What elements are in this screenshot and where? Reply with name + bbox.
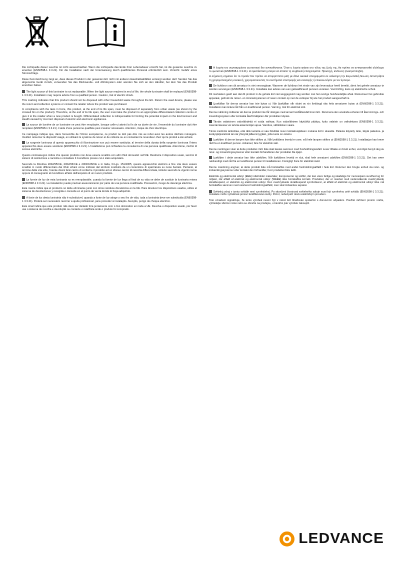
paragraph: La sorgente luminosa di questo apparecchio di illuminazione non può essere sostituita; al termine della durata della sorgente luminosa l'intero apparecchio deve essere sostituito (EN60598-1 3.3.21). L'installazione può richiedere la consulenza di una persona qualificata. Attenzione, rischio di scosse elettriche. — [22, 141, 197, 152]
paragraph: Denne mærkning angiver, at dette produkt ikke må bortskaffes med andet husholdningsaffald i hele EU. Returner den brugte enhed via retur- og indsamlingssystemer eller kontakt den forhandler, hvor produktet blev købt. — [209, 165, 384, 172]
paragraph: Dit merkteken geeft aan dat dit product in de gehele EU niet weggegooid mag worden met het overige huishoudelijke afval. Retourneer het gebruikte apparaat, gebruik de retour- en inzamelsystemen of neem contact op met de verkoper bij wie het product aangeschaft is. — [209, 93, 384, 100]
paragraph: De lichtbron van dit armatuur is niet vervangbaar. Wanneer de lichtbron het einde van zijn levensduur heeft bereikt, dient het gehele armatuur te worden vervangen (EN60598-1 3.3.21). Installatie kan advies van een gekwalificeerd persoon vereisen. Voorzichtig, kans op elektrische schok. — [209, 84, 384, 91]
column-left — [22, 66, 197, 561]
paragraph: Denne merkingen viser at dette produktet i EU ikke skal kastes sammen med husholdningsavfall. Lever tilbake en brukt enhet, vennligst benytt deg av retur- og innsamlingssystemer eller kontakt forhandleren der produktet ble kjøpt. — [209, 147, 384, 154]
paragraph: Diese Kennzeichnung zeigt an, dass dieses Produkt in der gesamten EU nicht mit anderen Haushaltsabfällen entsorgt werden darf. Senden Sie das abgenutzte Gerät zurück, verwenden Sie das Rückwende- und Abholsystem oder wenden Sie sich an den Händler, bei dem Sie das Produkt erworben haben. — [22, 78, 197, 88]
logo-text: LEDVANCE — [298, 530, 384, 547]
column-right — [209, 66, 384, 561]
paragraph: This marking indicates that this product should not be disposed with other household waste throughout the EU. Return the used device, please use the return and collection systems or contact the retailer where the product was purchased. — [22, 99, 197, 106]
paragraph: A fonte de luz desta luminária não é substituível, quando a fonte de luz atinge o seu fim de vida, toda a luminária deve ser substituída (EN60598-1 3.3.21). Poderá ser necessário recorrer a ajuda profissional, para proceder à instalação. Atenção, perigo de choque eléctrico. — [22, 196, 197, 203]
no-disposal-bin-icon — [22, 14, 52, 55]
paragraph: La source de lumière de ce luminaire ne peut être remplacée, lorsque celle-ci atteint la fin de sa durée de vie, l'ensemble du luminaire doit être remplacé (EN60598-1 3.3.21). L'aide d'une personne qualifiée peut s'avérer nécessaire. Attention, risque de choc électrique. — [22, 123, 197, 130]
paragraph: Lyskilden til denne lampen kan ikke skiftes ut. Når lyskildens levetid er over, må hele lampen skiftes ut (EN60598-1 3.3.21). Installasjon kan kreve råd fra en kvalifisert person. Advarsel, fare for elektrisk støt. — [209, 138, 384, 146]
en-marker-icon — [22, 90, 25, 93]
paragraph: Denna märkning indikerar att denna produkt inte får slängas med annat hushållsavfall inom EU. Returnera den använda enheten till återvinnings- och insamlingssystem eller kontakta återförsäljaren där produkten köptes. — [209, 111, 384, 118]
el-marker-icon — [209, 66, 212, 69]
paragraph: The light source of this luminaire is not replaceable. When the light source reaches its end of life, the whole luminaire shall be replaced (EN60598-1 3.3.21). Installation may require advice from a qualified person. Caution, risk of electric shock. — [22, 90, 197, 97]
paragraph: Světelný zdroj v tomto svítidle není vyměnitelný. Po skončení životnosti světelného zdroje musí být vyměněno celé svítidlo (EN60598-1 3.3.21). Instalace může vyžadovat pomoc kvalifikované osoby. Pozor, nebezpečí úrazu elektrickým proudem. — [209, 190, 384, 197]
paragraph: Ce marquage indique que, dans l'ensemble de l'Union européenne, ce produit ne doit pas être mis au rebut avec les autres déchets ménagers. Veuillez retourner le dispositif usagé, en utilisant le système de retour et de collecte ou en contactant le revendeur chez qui le produit a été acheté. — [22, 132, 197, 139]
paragraph: Tämän valaisimen valonlähdettä ei voida vaihtaa. Kun valonlähteen käyttöikä päättyy, koko valaisin on vaihdettava (EN60598-1 3.3.21). Asentamisessa voi tarvita asiantuntijan apua. Varoitus, sähköiskun vaara. — [209, 120, 384, 127]
paragraph: In compliance with the laws in force, this product, at the end of its life span, must be disposed of separately from urban waste (as shown by the crossed bin on the product). Therefore, at the end of its life span, the user must take the product to an appropriate differentiated collection centre or give it to the retailer when a new product is bought. Differentiated collection is indispensable for limiting the potential impact on the Environment and Health caused by incorrect disposal of electric and electronic appliances. — [22, 108, 197, 121]
multilingual-text-columns — [22, 66, 384, 561]
paragraph: Ljuskällan för denna armatur kan inte bytas ut. När ljuskällan når slutet av sin livslängd ska hela armaturen bytas ut (EN60598-1 3.3.21). Installation kan kräva råd från en kvalificerad person. Varning, risk för elektrisk stöt. — [209, 102, 384, 109]
ledvance-mark-icon — [279, 531, 295, 547]
it-marker-icon — [22, 141, 25, 144]
paragraph: Esta marca indica que el producto no debe eliminarse junto con otros residuos domésticos en la UE. Para devolver los dispositivos usados, utilice el sistema de devoluciones y recogida o consulte en el punto de venta donde lo haya adquirido. — [22, 187, 197, 194]
nl-marker-icon — [209, 84, 212, 87]
paragraph: Η σήμανση σημαίνει ότι το προϊόν δεν πρέπει να απορρίπτεται μαζί με άλλα οικιακά απορρίμματα σε ολόκληρη την Ευρωπαϊκή Ένωση. Επιστρέψτε τη χρησιμοποιημένη συσκευή, χρησιμοποιώντας τα συστήματα επιστροφής και συλλογής ή επικοινωνήστε με τον έμπορο. — [209, 75, 384, 82]
no-marker-icon — [209, 138, 212, 141]
paragraph: Tämä merkintä tarkoittaa, että tätä tuotetta ei saa hävittää muun kotitalousjätteen mukana EU:n alueella. Palauta käytetty laite, käytä palautus- ja keräysjärjestelmiä tai ota yhteyttä jälleenmyyjään, jolta tuote on ostettu. — [209, 129, 384, 136]
paragraph: Lyskilden i dette armatur kan ikke udskiftes. Når lyskildens levetid er slut, skal hele armaturet udskiftes (EN60598-1 3.3.21). Det kan være nødvendigt med råd fra en kvalificeret person til installationen. Forsigtig! Fare for elektrisk stød. — [209, 156, 384, 164]
paragraph: Η λυχνία του συγκεκριμένου φωτιστικού δεν αντικαθίσταται. Όταν η λυχνία φτάσει στο τέλος της ζωής της, θα πρέπει να αντικατασταθεί ολόκληρο το φωτιστικό (EN60598-1 3.3.21). Η εγκατάσταση μπορεί να απαιτεί τη συμβουλή επαγγελματία. Προσοχή, κίνδυνος ηλεκτροπληξίας. — [209, 66, 384, 73]
pt-marker-icon — [22, 196, 25, 199]
fr-marker-icon — [22, 123, 25, 126]
paragraph: Este sinal indica que este produto não deve ser deitado fora juntamente com o lixo doméstico em toda a UE. Devolva o dispositivo usado, por favor use o sistema de recolha e devolução ou contacte o retalhista onde o produto foi comprado. — [22, 205, 197, 212]
sv-marker-icon — [209, 102, 212, 105]
paragraph: Toto označení signalizuje, že tento výrobek nesmí být v rámci EU likvidován společně s domovním odpadem. Použité zařízení prosím vraťte, vyhledejte sběrné místo nebo se obraťte na prodejce, u kterého jste výrobek zakoupili. — [209, 199, 384, 206]
es-marker-icon — [22, 178, 25, 181]
paragraph: Die Lichtquelle dieser Leuchte ist nicht auswechselbar. Wenn die Lichtquelle das Ende ihrer Lebensdauer erreicht hat, ist die gesamte Leuchte zu ersetzen (EN60598-1 3.3.21). Für die Installation nach der Unterweisung durch qualifiziertes Personal erforderlich sein. Vorsicht: Gefahr eines Stromschlags. — [22, 66, 197, 76]
paragraph: Questo contrassegno indica che questo prodotto non deve essere smaltito con altri rifiuti domestici nell'UE. Restituire il dispositivo usato, servirsi di sistemi di restituzione e raccolta o contattare il rivenditore presso cui è stato acquistato. — [22, 153, 197, 161]
fi-marker-icon — [209, 120, 212, 123]
paragraph: Secondo la Direttiva 2002/95/CE, 2002/96/CE e 2003/108/CE e in Italia, D.Lgs. 151/2005, questo apparecchio elettrico a fine vita deve essere smaltito in modo differenziato dai rifiuti urbani come indicato dal simbolo costituito da un contenitore di spazzatura su ruote barrato. Pertanto, al termine della vita utile, l'utente dovrà farsi carico di conferire il prodotto ad un idoneo centro di raccolta differenziata, istituito secondo le vigenti norme oppure di consegnarlo al rivenditore all'atto dell'acquisto di un nuovo prodotto. — [22, 162, 197, 176]
ledvance-logo — [279, 530, 384, 547]
paragraph: La fuente de luz de esta luminaria no es reemplazable; cuando la fuente de luz llega al final de su vida se debe de sustituir la luminaria entera (EN60598-1 3.3.21). La instalación puede precisar asesoramiento por parte de una persona cualificada. Precaución, riesgo de descarga eléctrica. — [22, 178, 197, 185]
paragraph: Elektrisk og elektronisk udstyr (EEE) indeholder materialer, komponenter og stoffer, der kan være farlige og skadelige for menneskers sundhed og for miljøet, når affald af elektrisk og elektronisk udstyr (WEEE) ikke bortskaffes korrekt. Produkter, der er mærket med nedenstående overkrydsede skraldespand, er elektrisk og elektronisk udstyr. Den overkrydsede skraldespand symboliserer, at affald af elektrisk og elektronisk udstyr ikke må bortskaffes sammen med usorteret husholdningsaffald, men skal indsamles separat. — [209, 174, 384, 188]
read-instructions-book-icon — [84, 14, 128, 55]
